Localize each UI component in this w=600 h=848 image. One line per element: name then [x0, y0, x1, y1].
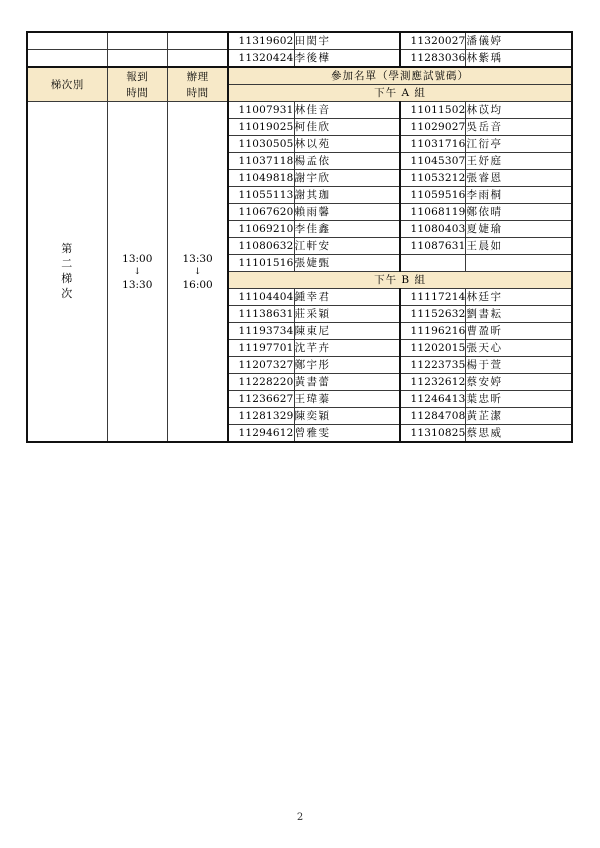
student-name-right: 蔡安婷	[466, 374, 572, 391]
exam-id-right	[400, 255, 466, 272]
student-name-left: 莊采穎	[294, 306, 400, 323]
exam-id-left: 11319602	[228, 32, 294, 50]
batch-number-label	[61, 241, 73, 301]
student-name-left: 陳奕穎	[294, 408, 400, 425]
exam-id-left: 11101516	[228, 255, 294, 272]
student-name-left: 張婕甄	[294, 255, 400, 272]
exam-id-left: 11049818	[228, 170, 294, 187]
student-name-left: 賴雨馨	[294, 204, 400, 221]
exam-id-right: 11029027	[400, 119, 466, 136]
student-name-right: 劉書耘	[466, 306, 572, 323]
student-name-left: 田閎宇	[294, 32, 400, 50]
exam-id-right: 11246413	[400, 391, 466, 408]
exam-id-right: 11053212	[400, 170, 466, 187]
batch-label-char-2: 梯	[61, 272, 74, 285]
header-process-line2: 時間	[186, 86, 209, 99]
exam-id-right: 11283036	[400, 50, 466, 68]
batch-label-char-1: 二	[61, 257, 74, 270]
student-name-right: 江衍亭	[466, 136, 572, 153]
exam-id-right: 11232612	[400, 374, 466, 391]
exam-id-right: 11196216	[400, 323, 466, 340]
group-b-banner: 下午 B 組	[228, 272, 572, 289]
batch-spacer	[27, 50, 107, 68]
exam-id-left: 11236627	[228, 391, 294, 408]
student-name-left: 江軒安	[294, 238, 400, 255]
header-check-in-time	[107, 67, 168, 102]
exam-id-left: 11067620	[228, 204, 294, 221]
student-name-right: 夏婕瑜	[466, 221, 572, 238]
check-in-time-cell	[107, 102, 168, 443]
student-name-left: 鄭宇彤	[294, 357, 400, 374]
student-name-right: 曹盈昕	[466, 323, 572, 340]
batch-spacer	[27, 32, 107, 50]
student-name-left: 謝其珈	[294, 187, 400, 204]
group-a-banner: 下午 A 組	[228, 85, 572, 102]
student-name-left: 林以苑	[294, 136, 400, 153]
exam-id-left: 11207327	[228, 357, 294, 374]
exam-id-left: 11019025	[228, 119, 294, 136]
student-name-right: 吳岳音	[466, 119, 572, 136]
table-row-carryover	[27, 32, 572, 50]
student-name-right: 鄭依晴	[466, 204, 572, 221]
exam-id-right: 11068119	[400, 204, 466, 221]
student-name-right	[466, 255, 572, 272]
student-name-right: 葉忠昕	[466, 391, 572, 408]
process-time-cell	[168, 102, 229, 443]
exam-id-left: 11069210	[228, 221, 294, 238]
process-end: 16:00	[182, 278, 213, 291]
exam-id-right: 11011502	[400, 102, 466, 119]
check-in-start: 13:00	[122, 252, 153, 265]
exam-id-left: 11193734	[228, 323, 294, 340]
exam-id-right: 11320027	[400, 32, 466, 50]
student-name-left: 李後樺	[294, 50, 400, 68]
exam-id-left: 11080632	[228, 238, 294, 255]
student-name-right: 張天心	[466, 340, 572, 357]
student-name-left: 王瑋蓁	[294, 391, 400, 408]
batch-label-char-3: 次	[61, 287, 74, 300]
student-name-right: 李雨桐	[466, 187, 572, 204]
exam-id-left: 11320424	[228, 50, 294, 68]
student-name-left: 黃書蕾	[294, 374, 400, 391]
exam-id-left: 11037118	[228, 153, 294, 170]
exam-id-right: 11031716	[400, 136, 466, 153]
table-header-row	[27, 67, 572, 85]
exam-id-right: 11202015	[400, 340, 466, 357]
exam-id-right: 11045307	[400, 153, 466, 170]
exam-id-right: 11080403	[400, 221, 466, 238]
student-name-right: 潘儀婷	[466, 32, 572, 50]
process-arrow-icon: ↓	[193, 266, 202, 277]
process-spacer	[168, 50, 229, 68]
exam-id-right: 11152632	[400, 306, 466, 323]
student-name-left: 曾雅雯	[294, 425, 400, 443]
student-name-left: 李佳鑫	[294, 221, 400, 238]
exam-id-right: 11284708	[400, 408, 466, 425]
student-name-left: 林佳音	[294, 102, 400, 119]
student-name-right: 王妤庭	[466, 153, 572, 170]
exam-id-left: 11030505	[228, 136, 294, 153]
student-name-left: 沈芊卉	[294, 340, 400, 357]
check-in-end: 13:30	[122, 278, 153, 291]
header-batch	[27, 67, 107, 102]
page-number: 2	[296, 812, 304, 823]
header-check-in-line1: 報到	[126, 70, 149, 83]
exam-id-left: 11055113	[228, 187, 294, 204]
exam-id-right: 11059516	[400, 187, 466, 204]
student-name-right: 張睿恩	[466, 170, 572, 187]
table-row-group-a	[27, 102, 572, 119]
exam-id-right: 11087631	[400, 238, 466, 255]
exam-id-left: 11228220	[228, 374, 294, 391]
exam-id-right: 11117214	[400, 289, 466, 306]
exam-id-right: 11223735	[400, 357, 466, 374]
batch-number-cell	[27, 102, 107, 443]
student-name-left: 鍾幸君	[294, 289, 400, 306]
exam-id-left: 11104404	[228, 289, 294, 306]
header-process-line1: 辦理	[186, 70, 209, 83]
check-in-arrow-icon: ↓	[133, 266, 142, 277]
exam-id-left: 11281329	[228, 408, 294, 425]
header-check-in-line2: 時間	[126, 86, 149, 99]
process-spacer	[168, 32, 229, 50]
exam-id-left: 11007931	[228, 102, 294, 119]
batch-label-char-0: 第	[61, 242, 74, 255]
student-name-left: 楊孟依	[294, 153, 400, 170]
exam-id-left: 11138631	[228, 306, 294, 323]
student-name-left: 柯佳欣	[294, 119, 400, 136]
roster-table	[26, 31, 573, 443]
exam-id-left: 11197701	[228, 340, 294, 357]
student-name-right: 林苡均	[466, 102, 572, 119]
participant-list-banner: 參加名單（學測應試號碼）	[228, 67, 572, 85]
exam-id-right: 11310825	[400, 425, 466, 443]
student-name-right: 林紫瑀	[466, 50, 572, 68]
exam-id-left: 11294612	[228, 425, 294, 443]
student-name-right: 楊于萱	[466, 357, 572, 374]
student-name-left: 謝宇欣	[294, 170, 400, 187]
check-in-spacer	[107, 32, 168, 50]
header-process-time	[168, 67, 229, 102]
table-row-carryover	[27, 50, 572, 68]
student-name-right: 王晨如	[466, 238, 572, 255]
student-name-right: 林廷宇	[466, 289, 572, 306]
process-start: 13:30	[182, 252, 213, 265]
student-name-left: 陳東尼	[294, 323, 400, 340]
header-batch-label: 梯次別	[50, 78, 84, 91]
check-in-spacer	[107, 50, 168, 68]
student-name-right: 黃芷潔	[466, 408, 572, 425]
student-name-right: 蔡思威	[466, 425, 572, 443]
